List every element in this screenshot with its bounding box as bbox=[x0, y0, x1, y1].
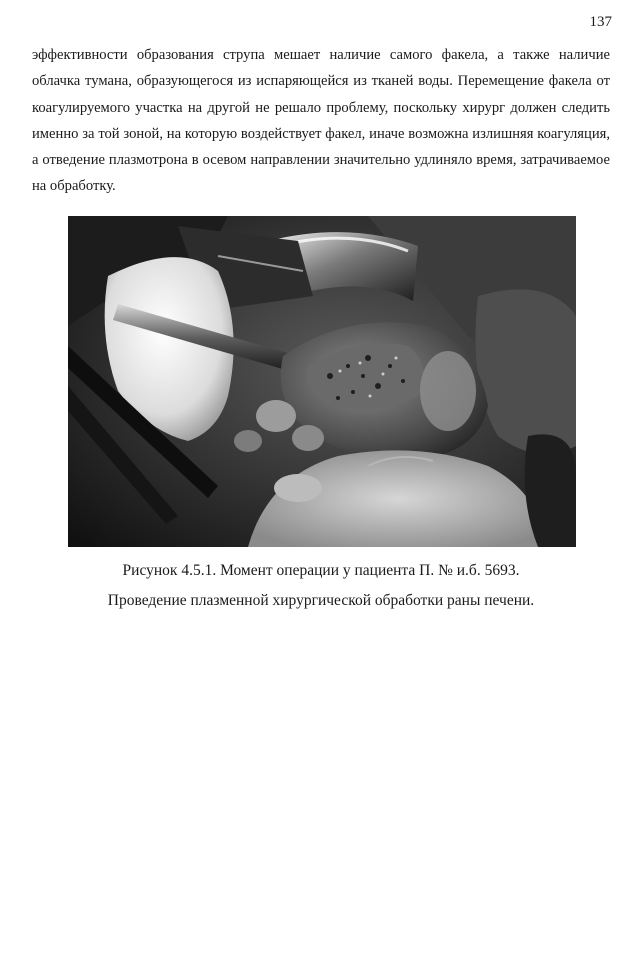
figure-caption bbox=[0, 556, 642, 616]
page-number: 137 bbox=[589, 14, 612, 30]
body-paragraph: эффективности образования струпа мешает наличие самого факела, а также наличие облачка тумана, образующегося из испаряющейся из тканей воды. Перемещение факела от коагулируемого участка на другой не решало проблему, поскольку хирург должен следить именно за той зоной, на которую воздействует факел, иначе возможна излишняя коагуляция, а отведение плазмотрона в осевом направлении значительно удлиняло время, затрачиваемое на обработку. bbox=[32, 47, 610, 195]
surgery-photo-illustration bbox=[68, 216, 576, 547]
figure-caption-title: Рисунок 4.5.1. Момент операции у пациента П. № и.б. 5693. bbox=[122, 562, 520, 579]
surgery-photo bbox=[68, 216, 576, 547]
figure-caption-description: Проведение плазменной хирургической обработки раны печени. bbox=[107, 592, 535, 609]
